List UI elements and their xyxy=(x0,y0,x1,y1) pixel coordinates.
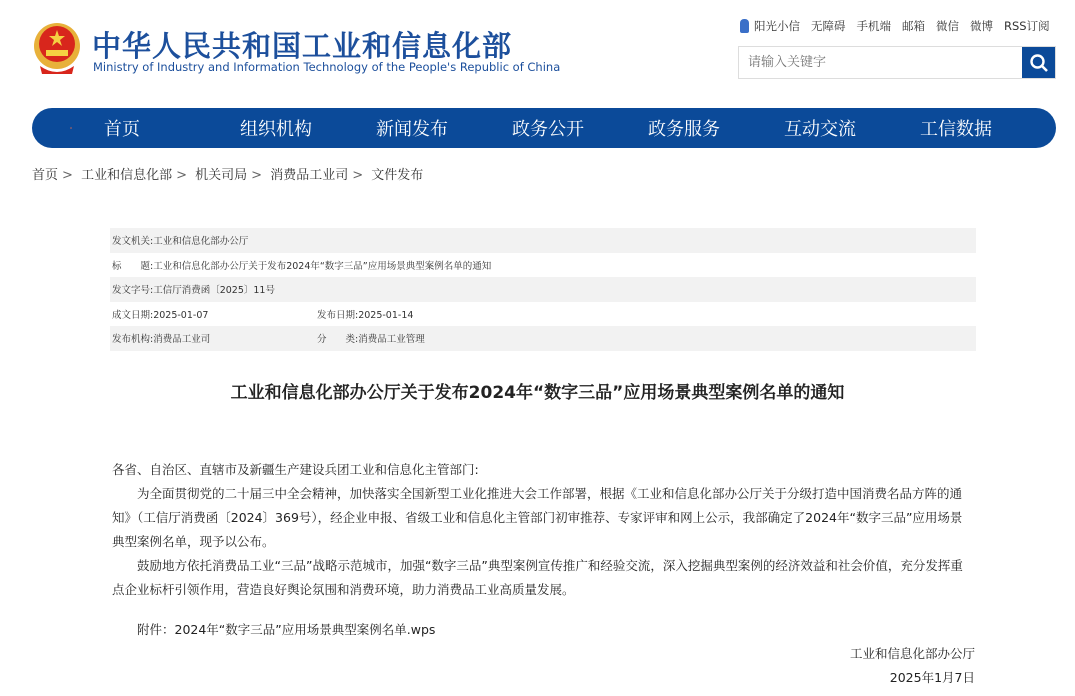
org-value: 消费品工业司 xyxy=(153,334,211,346)
crumb-separator: > xyxy=(251,168,263,183)
org-label: 发布机构: xyxy=(112,334,154,346)
link-rss[interactable]: RSS订阅 xyxy=(1004,19,1050,33)
meta-row xyxy=(110,302,976,327)
meta-row xyxy=(110,277,976,302)
crumb-consumer-goods[interactable]: 消费品工业司 xyxy=(270,168,349,183)
link-wechat[interactable]: 微信 xyxy=(936,19,959,33)
paragraph: 为全面贯彻党的二十届三中全会精神，加快落实全国新型工业化推进大会工作部署，根据《工业和信息化部办公厅关于分级打造中国消费名品方阵的通知》（工信厅消费函〔2024〕369号），经企业申报、省级工业和信息化主管部门初审推荐、专家评审和网上公示，我部确定了2024年“数字三品”应用场景典型案例名单，现予以公布。 xyxy=(112,486,963,549)
mascot-icon xyxy=(740,19,749,33)
title-value: 工业和信息化部办公厅关于发布2024年“数字三品”应用场景典型案例名单的通知 xyxy=(153,260,492,272)
nav-news[interactable]: 新闻发布 xyxy=(376,119,448,140)
top-links xyxy=(740,18,1050,34)
title-label: 标 题: xyxy=(112,260,154,272)
paragraph: 鼓励地方依托消费品工业“三品”战略示范城市，加强“数字三品”典型案例宣传推广和经验交流，深入挖掘典型案例的经济效益和社会价值，充分发挥重点企业标杆引领作用，营造良好舆论氛围和消费环境，助力消费品工业高质量发展。 xyxy=(112,558,963,597)
nav-data[interactable]: 工信数据 xyxy=(920,119,992,140)
crumb-separator: > xyxy=(352,168,364,183)
national-emblem-logo xyxy=(32,22,82,76)
search-icon xyxy=(1029,53,1049,73)
site-title-cn: 中华人民共和国工业和信息化部 xyxy=(92,29,513,63)
meta-row xyxy=(110,326,976,351)
link-mobile[interactable]: 手机端 xyxy=(856,19,891,33)
link-mail[interactable]: 邮箱 xyxy=(902,19,925,33)
written-label: 成文日期: xyxy=(112,309,154,321)
nav-gov-services[interactable]: 政务服务 xyxy=(648,119,720,140)
published-label: 发布日期: xyxy=(317,309,359,321)
nav-gov-affairs[interactable]: 政务公开 xyxy=(512,119,584,140)
category-value: 消费品工业管理 xyxy=(358,334,425,346)
signature xyxy=(850,642,975,690)
issuer-value: 工业和信息化部办公厅 xyxy=(153,236,249,248)
nav-home[interactable]: 首页 xyxy=(104,119,140,140)
breadcrumb xyxy=(32,164,423,183)
link-weibo[interactable]: 微博 xyxy=(970,19,993,33)
crumb-home[interactable]: 首页 xyxy=(32,168,59,183)
crumb-ministry[interactable]: 工业和信息化部 xyxy=(81,168,173,183)
link-accessibility[interactable]: 无障碍 xyxy=(811,19,846,33)
nav-interaction[interactable]: 互动交流 xyxy=(784,119,856,140)
crumb-documents[interactable]: 文件发布 xyxy=(371,168,424,183)
crumb-separator: > xyxy=(62,168,73,183)
search-button[interactable] xyxy=(1022,47,1055,78)
crumb-separator: > xyxy=(176,168,187,183)
written-value: 2025-01-07 xyxy=(153,309,209,321)
link-sunshine[interactable]: 阳光小信 xyxy=(754,19,800,33)
signer: 工业和信息化部办公厅 xyxy=(849,646,975,661)
docno-label: 发文字号: xyxy=(112,285,154,297)
category-label: 分 类: xyxy=(317,334,359,346)
main-nav xyxy=(32,108,1056,148)
search-box xyxy=(738,46,1056,79)
meta-row xyxy=(110,228,976,253)
salutation: 各省、自治区、直辖市及新疆生产建设兵团工业和信息化主管部门: xyxy=(112,462,479,477)
sign-date: 2025年1月7日 xyxy=(889,670,975,685)
published-value: 2025-01-14 xyxy=(358,309,414,321)
attachment-link[interactable]: 附件：2024年“数字三品”应用场景典型案例名单.wps xyxy=(137,622,436,637)
article-title: 工业和信息化部办公厅关于发布2024年“数字三品”应用场景典型案例名单的通知 xyxy=(230,383,845,403)
site-title-en: Ministry of Industry and Information Technology of the People's Republic of China xyxy=(93,60,561,74)
nav-logo-icon xyxy=(70,115,72,141)
search-input[interactable] xyxy=(739,47,1022,78)
meta-row xyxy=(110,253,976,278)
document-meta-table xyxy=(110,228,976,351)
docno-value: 工信厅消费函〔2025〕11号 xyxy=(153,285,275,297)
nav-organization[interactable]: 组织机构 xyxy=(240,119,312,140)
issuer-label: 发文机关: xyxy=(112,236,154,248)
article-body xyxy=(112,458,974,602)
crumb-departments[interactable]: 机关司局 xyxy=(195,168,248,183)
